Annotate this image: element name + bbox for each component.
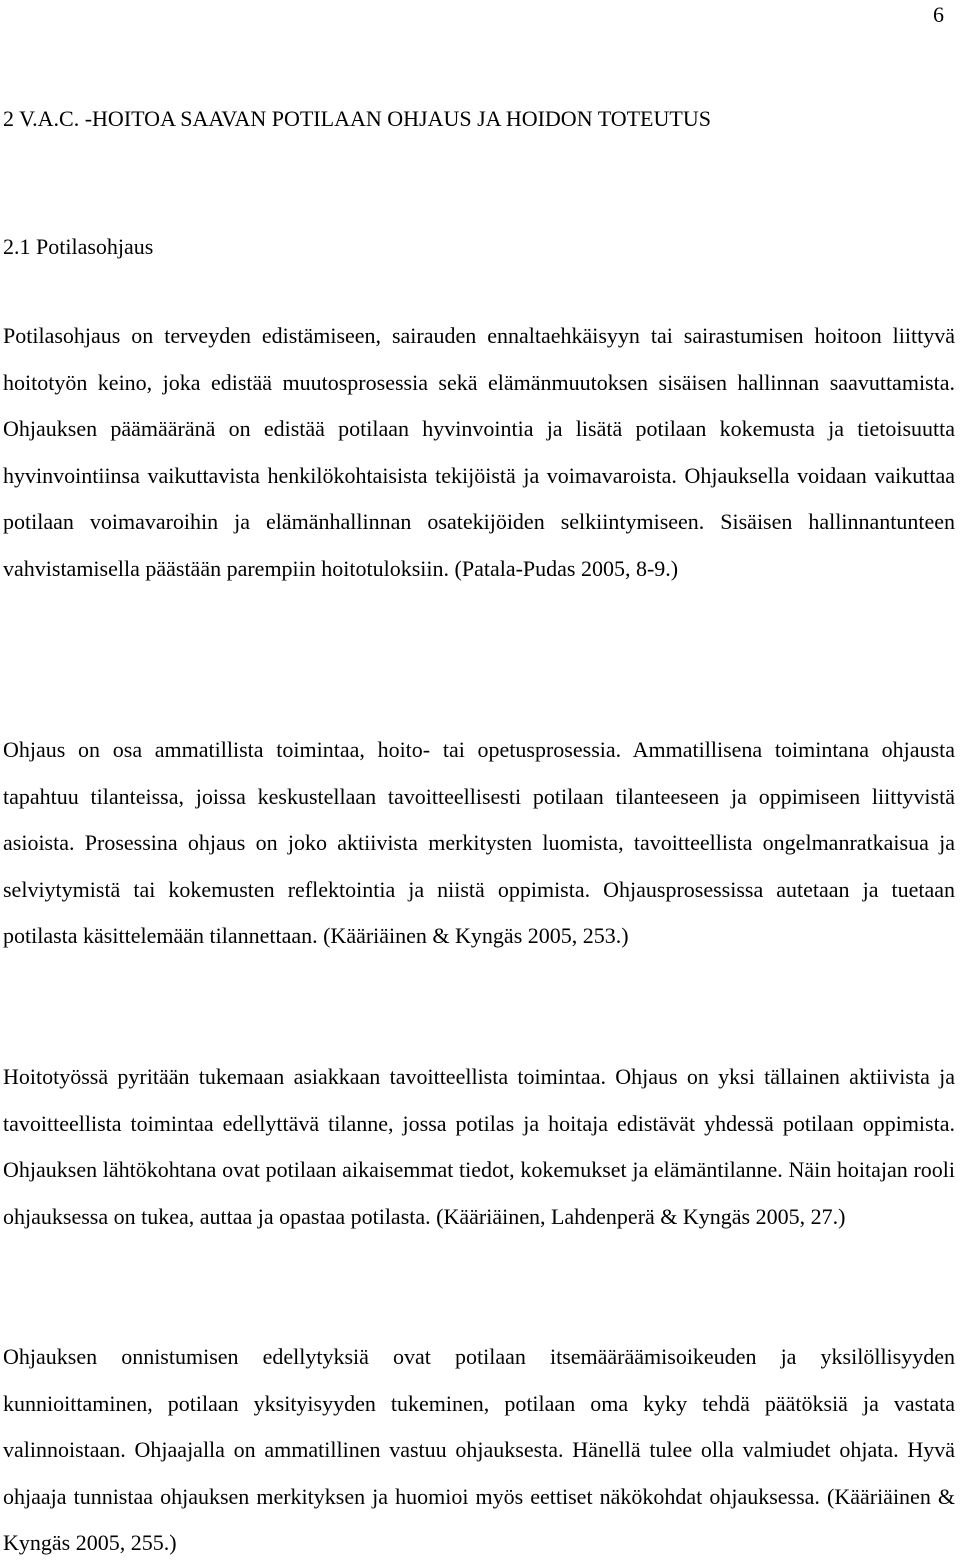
paragraph-3: Hoitotyössä pyritään tukemaan asiakkaan tavoitteellista toimintaa. Ohjaus on yksi tällainen aktiivista ja tavoitteellista toimintaa edellyttävä tilanne, jossa potilas ja hoitaja edistävät yhdessä potilaan oppimista. Ohjauksen lähtökohtana ovat potilaan aikaisemmat tiedot, kokemukset ja elämäntilanne. Näin hoitajan rooli ohjauksessa on tukea, auttaa ja opastaa potilasta. (Kääriäinen, Lahdenperä & Kyngäs 2005, 27.): [3, 1064, 955, 1229]
page-number: 6: [933, 2, 944, 27]
chapter-heading: 2 V.A.C. -HOITOA SAAVAN POTILAAN OHJAUS JA HOIDON TOTEUTUS: [3, 106, 711, 131]
paragraph-2: Ohjaus on osa ammatillista toimintaa, hoito- tai opetusprosessia. Ammatillisena toimintana ohjausta tapahtuu tilanteissa, joissa keskustellaan tavoitteellisesti potilaan tilanteeseen ja oppimiseen liittyvistä asioista. Prosessina ohjaus on joko aktiivista merkitysten luomista, tavoitteellista ongelmanratkaisua ja selviytymistä tai kokemusten reflektointia ja niistä oppimista. Ohjausprosessissa autetaan ja tuetaan potilasta käsittelemään tilannettaan. (Kääriäinen & Kyngäs 2005, 253.): [3, 737, 955, 948]
section-heading: 2.1 Potilasohjaus: [3, 234, 154, 259]
paragraph-1: Potilasohjaus on terveyden edistämiseen, sairauden ennaltaehkäisyyn tai sairastumisen hoitoon liittyvä hoitotyön keino, joka edistää muutosprosessia sekä elämänmuutoksen sisäisen hallinnan saavuttamista. Ohjauksen päämääränä on edistää potilaan hyvinvointia ja lisätä potilaan kokemusta ja tietoisuutta hyvinvointiinsa vaikuttavista henkilökohtaisista tekijöistä ja voimavaroista. Ohjauksella voidaan vaikuttaa potilaan voimavaroihin ja elämänhallinnan osatekijöiden selkiintymiseen. Sisäisen hallinnantunteen vahvistamisella päästään parempiin hoitotuloksiin. (Patala-Pudas 2005, 8-9.): [3, 323, 955, 581]
paragraph-4: Ohjauksen onnistumisen edellytyksiä ovat potilaan itsemääräämisoikeuden ja yksilöllisyyden kunnioittaminen, potilaan yksityisyyden tukeminen, potilaan oma kyky tehdä päätöksiä ja vastata valinnoistaan. Ohjaajalla on ammatillinen vastuu ohjauksesta. Hänellä tulee olla valmiudet ohjata. Hyvä ohjaaja tunnistaa ohjauksen merkityksen ja huomioi myös eettiset näkökohdat ohjauksessa. (Kääriäinen & Kyngäs 2005, 255.): [3, 1344, 955, 1555]
